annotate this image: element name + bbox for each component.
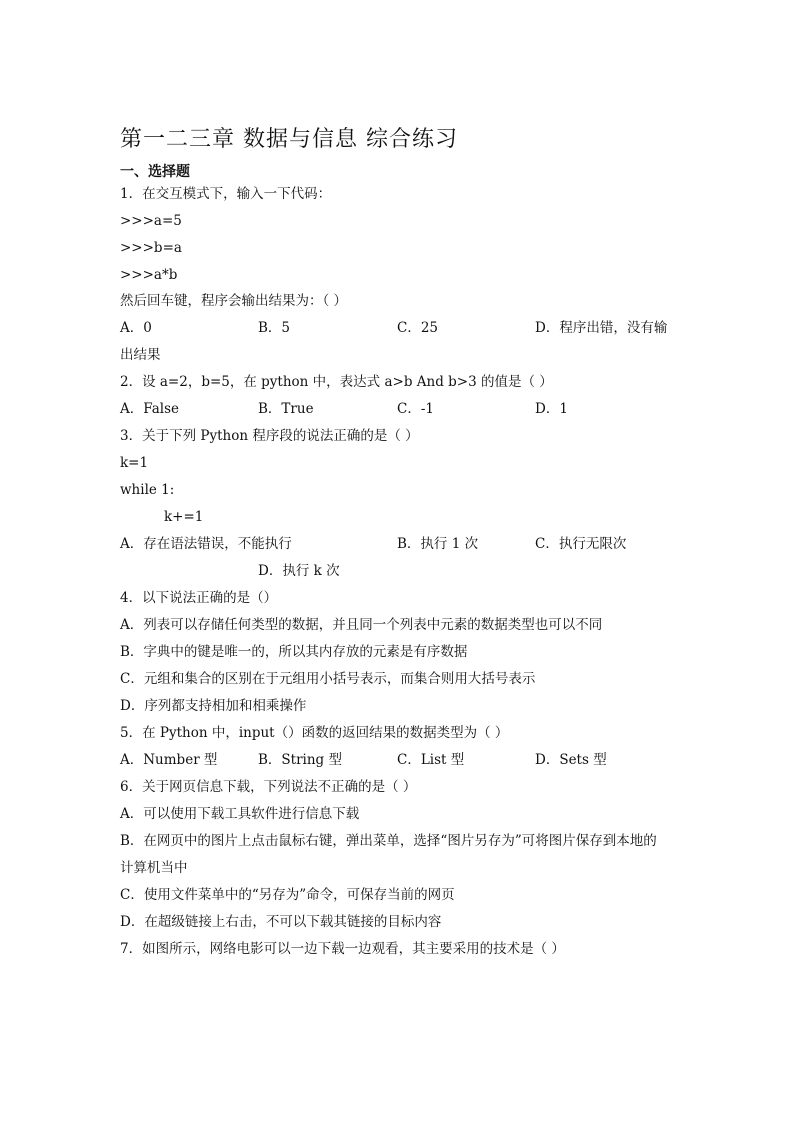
question-6-option-b: B．在网页中的图片上点击鼠标右键，弹出菜单，选择“图片另存为”可将图片保存到本地的 xyxy=(120,833,657,849)
question-3-option-d: D．执行 k 次 xyxy=(258,563,340,579)
section-heading: 一、选择题 xyxy=(120,164,190,180)
question-4-stem: 4．以下说法正确的是（） xyxy=(120,590,278,606)
question-1-option-a: A．0 xyxy=(120,320,152,336)
page-title: 第一二三章 数据与信息 综合练习 xyxy=(120,127,458,152)
question-5-stem: 5．在 Python 中，input（）函数的返回结果的数据类型为（ ） xyxy=(120,725,509,741)
question-5-option-a: A．Number 型 xyxy=(120,752,218,768)
question-2-option-b: B．True xyxy=(258,401,314,417)
question-3-code-line-1: k=1 xyxy=(120,455,149,471)
question-2-option-c: C．-1 xyxy=(397,401,434,417)
question-4-option-d: D．序列都支持相加和相乘操作 xyxy=(120,698,307,714)
question-6-stem: 6．关于网页信息下载，下列说法不正确的是（ ） xyxy=(120,779,417,795)
question-3-stem: 3．关于下列 Python 程序段的说法正确的是（ ） xyxy=(120,428,419,444)
question-2-option-d: D．1 xyxy=(535,401,568,417)
question-4-option-c: C．元组和集合的区别在于元组用小括号表示，而集合则用大括号表示 xyxy=(120,671,536,687)
question-6-option-b-continued: 计算机当中 xyxy=(120,860,188,876)
question-1-code-line-1: >>>a=5 xyxy=(120,213,182,229)
question-3-option-c: C．执行无限次 xyxy=(535,536,627,552)
question-5-option-c: C．List 型 xyxy=(397,752,465,768)
question-4-option-a: A．列表可以存储任何类型的数据，并且同一个列表中元素的数据类型也可以不同 xyxy=(120,617,603,633)
question-6-option-c: C．使用文件菜单中的“另存为”命令，可保存当前的网页 xyxy=(120,887,455,903)
question-7-stem: 7．如图所示，网络电影可以一边下载一边观看，其主要采用的技术是（ ） xyxy=(120,941,565,957)
question-3-code-line-3: k+=1 xyxy=(164,509,204,525)
question-3-option-b: B．执行 1 次 xyxy=(397,536,479,552)
question-2-option-a: A．False xyxy=(120,401,179,417)
question-1-code-line-2: >>>b=a xyxy=(120,240,182,256)
question-1-stem: 1．在交互模式下，输入一下代码： xyxy=(120,186,332,202)
question-1-option-c: C．25 xyxy=(397,320,439,336)
question-2-stem: 2．设 a=2，b=5，在 python 中，表达式 a>b And b>3 的值是（ ） xyxy=(120,374,553,390)
question-3-code-line-2: while 1: xyxy=(120,482,175,498)
question-1-option-b: B．5 xyxy=(258,320,291,336)
question-6-option-d: D．在超级链接上右击，不可以下载其链接的目标内容 xyxy=(120,914,442,930)
question-1-code-line-3: >>>a*b xyxy=(120,267,178,283)
question-5-option-d: D．Sets 型 xyxy=(535,752,607,768)
question-6-option-a: A．可以使用下载工具软件进行信息下载 xyxy=(120,806,360,822)
question-1-option-d-continued: 出结果 xyxy=(120,347,161,363)
question-1-prompt: 然后回车键，程序会输出结果为：（ ） xyxy=(120,293,348,309)
question-3-option-a: A．存在语法错误，不能执行 xyxy=(120,536,292,552)
question-1-option-d: D．程序出错，没有输 xyxy=(535,320,668,336)
question-4-option-b: B．字典中的键是唯一的，所以其内存放的元素是有序数据 xyxy=(120,644,468,660)
question-5-option-b: B．String 型 xyxy=(258,752,342,768)
